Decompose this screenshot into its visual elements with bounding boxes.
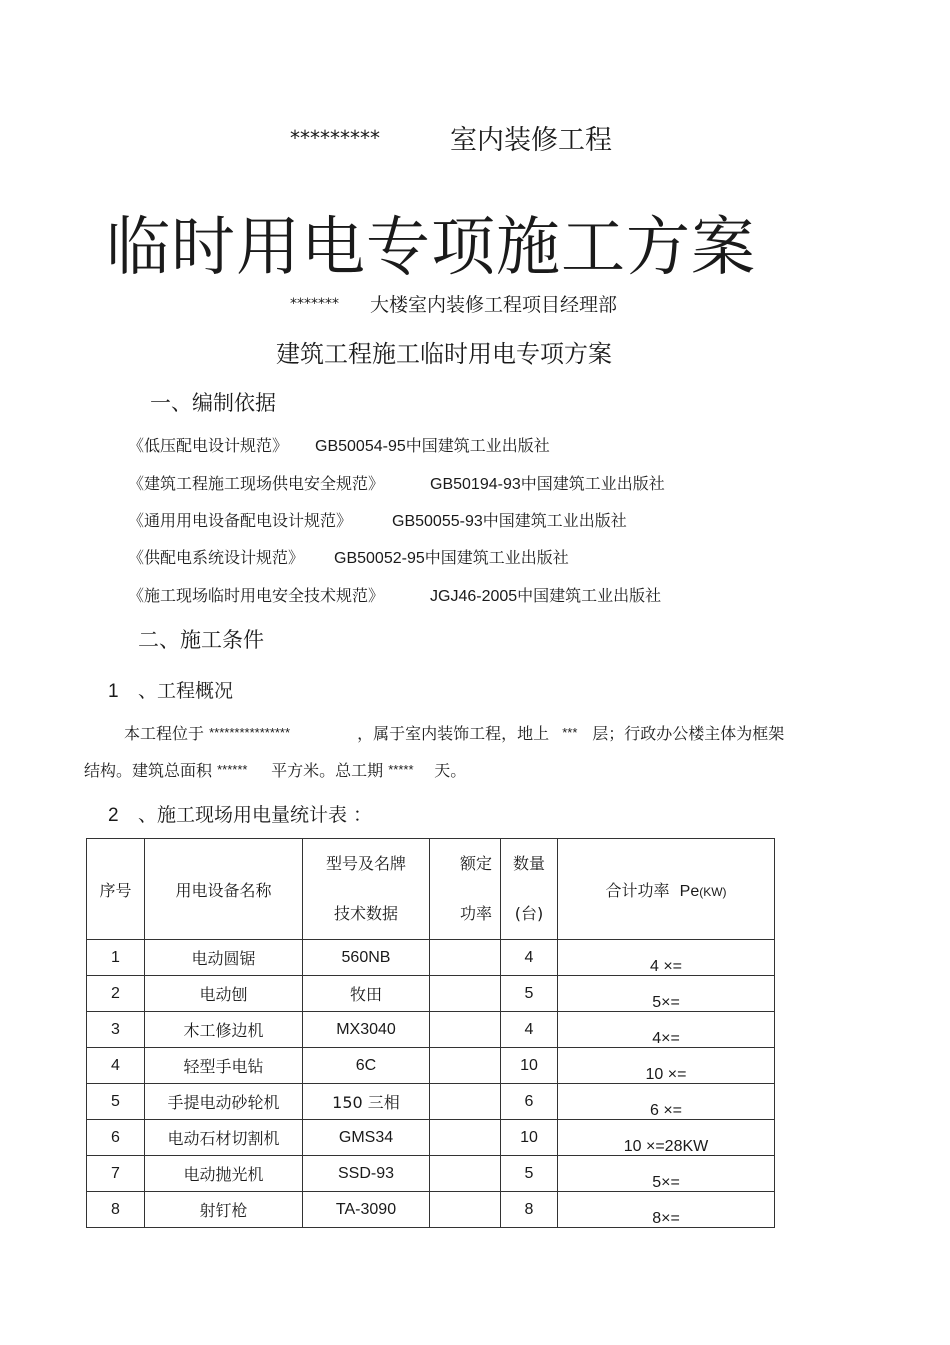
header-total-symbol: Pe <box>679 882 700 900</box>
cell-name: 电动圆锯 <box>145 940 303 976</box>
header-total <box>558 839 775 940</box>
table-row <box>87 1048 775 1084</box>
dept-line <box>290 290 617 317</box>
cell-rated <box>430 1120 501 1156</box>
cell-rated <box>430 940 501 976</box>
cell-total <box>558 1048 775 1084</box>
table-row <box>87 1084 775 1120</box>
cell-total <box>558 976 775 1012</box>
subsection-number: 2 <box>108 805 119 826</box>
cell-qty: 6 <box>501 1084 558 1120</box>
cell-rated <box>430 1156 501 1192</box>
cell-total-text: 4 ×= <box>649 957 683 975</box>
cell-total <box>558 1192 775 1228</box>
header-no: 序号 <box>87 839 145 940</box>
cell-total-text: 4×= <box>652 1029 680 1047</box>
header-total-unit: (KW) <box>699 884 727 899</box>
cell-rated <box>430 1192 501 1228</box>
main-title: 临时用电专项施工方案 <box>106 211 756 285</box>
cell-total-text: 6 ×= <box>649 1101 683 1119</box>
location-mask: **************** <box>209 725 291 740</box>
floors-mask: *** <box>562 725 578 740</box>
para-text: 平方米。总工期 <box>271 761 384 780</box>
subsection-colon: ： <box>353 804 373 826</box>
dept-mask: ******* <box>290 296 339 312</box>
cell-no: 2 <box>87 976 145 1012</box>
cell-qty: 4 <box>501 1012 558 1048</box>
cell-total <box>558 940 775 976</box>
project-title-line <box>290 118 612 157</box>
area-mask: ****** <box>217 762 248 777</box>
ref-name: 《供配电系统设计规范》 <box>128 548 305 567</box>
cell-name: 轻型手电钻 <box>145 1048 303 1084</box>
table-row <box>87 940 775 976</box>
para-text: 结构。建筑总面积 <box>84 761 213 780</box>
ref-publisher: 中国建筑工业出版社 <box>424 548 569 567</box>
ref-code: GB50054-95 <box>315 438 406 455</box>
header-rated <box>430 839 501 940</box>
header-rated-line2: 功率 <box>459 904 492 923</box>
ref-code: GB50052-95 <box>334 550 425 567</box>
section1-heading: 一、编制依据 <box>150 391 276 415</box>
subsection-number: 1 <box>108 681 119 702</box>
cell-total <box>558 1156 775 1192</box>
cell-qty: 5 <box>501 1156 558 1192</box>
header-rated-line1: 额定 <box>459 854 492 873</box>
para-text: 本工程位于 <box>124 724 205 743</box>
header-qty <box>501 839 558 940</box>
ref-name: 《低压配电设计规范》 <box>128 436 289 455</box>
cell-rated <box>430 1012 501 1048</box>
power-usage-table <box>86 838 775 1228</box>
cell-model: SSD-93 <box>303 1156 430 1192</box>
cell-no: 1 <box>87 940 145 976</box>
ref-publisher: 中国建筑工业出版社 <box>517 586 662 605</box>
cell-name: 电动石材切割机 <box>145 1120 303 1156</box>
cell-model: MX3040 <box>303 1012 430 1048</box>
cell-no: 8 <box>87 1192 145 1228</box>
header-name: 用电设备名称 <box>145 839 303 940</box>
ref-item <box>128 545 569 568</box>
ref-name: 《通用用电设备配电设计规范》 <box>128 511 353 530</box>
header-qty-line1: 数量 <box>512 854 545 873</box>
cell-total <box>558 1012 775 1048</box>
cell-model: 560NB <box>303 940 430 976</box>
cell-qty: 10 <box>501 1048 558 1084</box>
cell-model: 牧田 <box>303 976 430 1012</box>
ref-item <box>128 583 661 606</box>
cell-no: 6 <box>87 1120 145 1156</box>
cell-model: 6C <box>303 1048 430 1084</box>
ref-item <box>128 508 627 531</box>
header-total-label: 合计功率 <box>605 880 670 900</box>
ref-publisher: 中国建筑工业出版社 <box>482 511 627 530</box>
cell-no: 4 <box>87 1048 145 1084</box>
ref-code: JGJ46-2005 <box>430 588 518 605</box>
subsection-title: 、工程概况 <box>138 680 234 702</box>
cell-rated <box>430 1048 501 1084</box>
cell-qty: 8 <box>501 1192 558 1228</box>
cell-name: 电动刨 <box>145 976 303 1012</box>
cell-total-text: 5×= <box>652 993 680 1011</box>
ref-name: 《建筑工程施工现场供电安全规范》 <box>128 474 385 493</box>
header-model-line2: 技术数据 <box>333 904 398 923</box>
subtitle: 建筑工程施工临时用电专项方案 <box>276 340 612 368</box>
cell-qty: 10 <box>501 1120 558 1156</box>
cell-name: 手提电动砂轮机 <box>145 1084 303 1120</box>
ref-code: GB50055-93 <box>392 513 483 530</box>
ref-item <box>128 433 550 456</box>
cell-rated <box>430 976 501 1012</box>
cell-qty: 5 <box>501 976 558 1012</box>
cell-name: 电动抛光机 <box>145 1156 303 1192</box>
ref-publisher: 中国建筑工业出版社 <box>405 436 550 455</box>
project-mask: ********* <box>290 126 380 150</box>
table-row <box>87 1156 775 1192</box>
ref-name: 《施工现场临时用电安全技术规范》 <box>128 586 385 605</box>
cell-no: 7 <box>87 1156 145 1192</box>
project-name: 室内装修工程 <box>450 125 612 156</box>
subsection-2 <box>108 800 372 827</box>
header-qty-line2: (台) <box>514 904 544 923</box>
cell-model: 150 三相 <box>303 1084 430 1120</box>
cell-no: 5 <box>87 1084 145 1120</box>
cell-total-text: 8×= <box>652 1209 680 1227</box>
para-text: 层；行政办公楼主体为框架 <box>592 724 785 743</box>
subsection-1 <box>108 676 233 703</box>
subsection-title: 、施工现场用电量统计表 <box>138 804 348 826</box>
table-row <box>87 1012 775 1048</box>
table-row <box>87 1192 775 1228</box>
cell-qty: 4 <box>501 940 558 976</box>
cell-model: GMS34 <box>303 1120 430 1156</box>
cell-total-text: 5×= <box>652 1173 680 1191</box>
ref-code: GB50194-93 <box>430 476 521 493</box>
overview-line-2 <box>84 758 466 781</box>
overview-line-1 <box>124 721 784 744</box>
table-row <box>87 976 775 1012</box>
para-text: 天。 <box>434 761 467 780</box>
ref-item <box>128 471 665 494</box>
table-row <box>87 1120 775 1156</box>
cell-name: 木工修边机 <box>145 1012 303 1048</box>
header-model-line1: 型号及名牌 <box>325 854 406 873</box>
cell-total <box>558 1084 775 1120</box>
cell-no: 3 <box>87 1012 145 1048</box>
dept-name: 大楼室内装修工程项目经理部 <box>370 294 618 316</box>
cell-total-text: 10 ×= <box>645 1065 687 1083</box>
cell-model: TA-3090 <box>303 1192 430 1228</box>
cell-rated <box>430 1084 501 1120</box>
para-text: ，属于室内装饰工程，地上 <box>357 724 550 743</box>
duration-mask: ***** <box>388 762 414 777</box>
cell-total-text: 10 ×=28KW <box>623 1137 709 1155</box>
table-header-row <box>87 839 775 940</box>
section2-heading: 二、施工条件 <box>138 628 264 652</box>
header-model <box>303 839 430 940</box>
ref-publisher: 中国建筑工业出版社 <box>520 474 665 493</box>
cell-total <box>558 1120 775 1156</box>
cell-name: 射钉枪 <box>145 1192 303 1228</box>
